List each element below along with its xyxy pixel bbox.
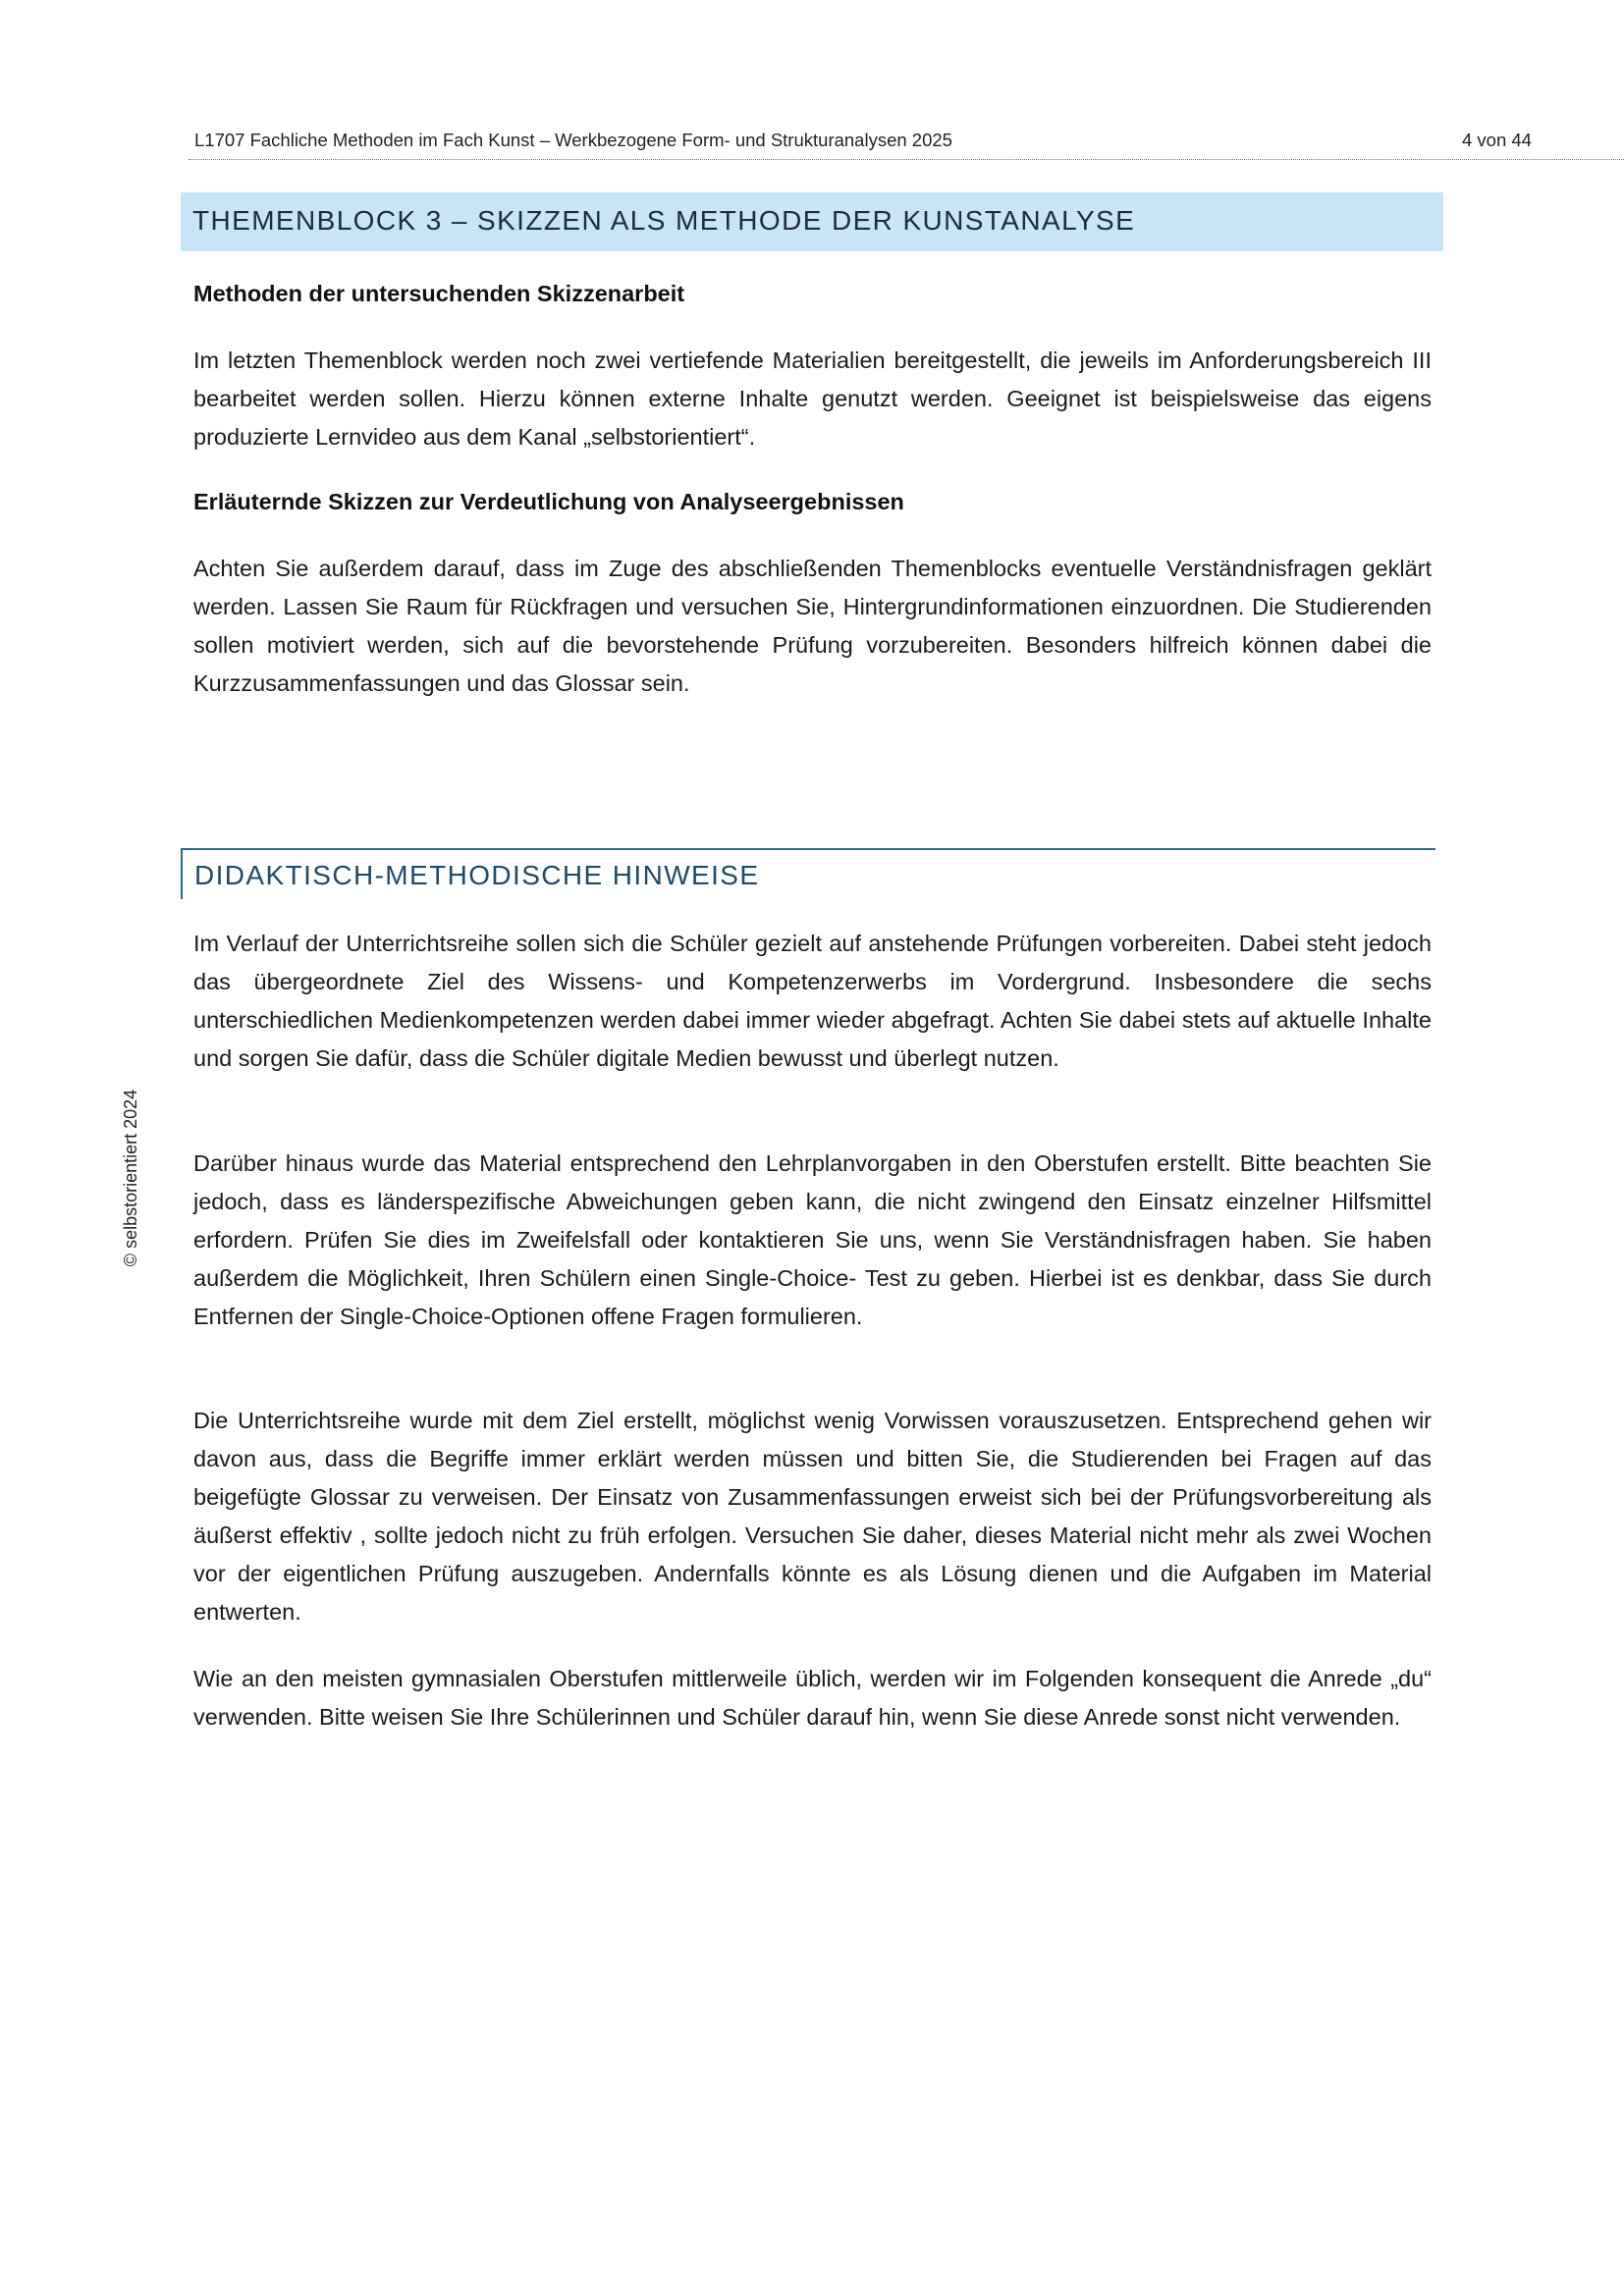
paragraph-didaktik-2: Darüber hinaus wurde das Material entsprechend den Lehrplanvorgaben in den Oberstufen erstellt. Bitte beachten Sie jedoch, dass es länderspezifische Abweichungen geben kann, die nicht zwingend den Einsatz einzelner Hilfsmittel erfordern. Prüfen Sie dies im Zweifelsfall oder kontaktieren Sie uns, wenn Sie Verständnisfragen haben. Sie haben außerdem die Möglichkeit, Ihren Schülern einen Single-Choice- Test zu geben. Hierbei ist es denkbar, dass Sie durch Entfernen der Single-Choice-Optionen offene Fragen formulieren. (193, 1150, 1432, 1329)
page-number: 4 von 44 (1462, 130, 1532, 150)
didaktik-heading-text: DIDAKTISCH-METHODISCHE HINWEISE (194, 860, 760, 890)
paragraph-themenblock-2: Achten Sie außerdem darauf, dass im Zuge des abschließenden Themenblocks eventuelle Verständnisfragen geklärt werden. Lassen Sie Raum für Rückfragen und versuchen Sie, Hintergrundinformationen einzuordnen. Die Studierenden sollen motiviert werden, sich auf die bevorstehende Prüfung vorzubereiten. Besonders hilfreich können dabei die Kurzzusammenfassungen und das Glossar sein. (193, 556, 1432, 696)
document-title: L1707 Fachliche Methoden im Fach Kunst – Werkbezogene Form- und Strukturanalysen 2025 (194, 130, 952, 150)
subheading-skizzenarbeit: Methoden der untersuchenden Skizzenarbeit (193, 281, 685, 306)
paragraph-didaktik-3: Die Unterrichtsreihe wurde mit dem Ziel erstellt, möglichst wenig Vorwissen vorauszusetzen. Entsprechend gehen wir davon aus, dass die Begriffe immer erklärt werden müssen und bitten Sie, die Studierenden bei Fragen auf das beigefügte Glossar zu verweisen. Der Einsatz von Zusammenfassungen erweist sich bei der Prüfungsvorbereitung als äußerst effektiv , sollte jedoch nicht zu früh erfolgen. Versuchen Sie daher, dieses Material nicht mehr als zwei Wochen vor der eigentlichen Prüfung auszugeben. Andernfalls könnte es als Lösung dienen und die Aufgaben im Material entwerten. (193, 1408, 1432, 1625)
didaktik-heading (181, 848, 1435, 899)
copyright-text: © selbstorientiert 2024 (121, 1089, 140, 1267)
paragraph-didaktik-4: Wie an den meisten gymnasialen Oberstufen mittlerweile üblich, werden wir im Folgenden konsequent die Anrede „du“ verwenden. Bitte weisen Sie Ihre Schülerinnen und Schüler darauf hin, wenn Sie diese Anrede sonst nicht verwenden. (193, 1666, 1432, 1730)
paragraph-didaktik-1: Im Verlauf der Unterrichtsreihe sollen sich die Schüler gezielt auf anstehende Prüfungen vorbereiten. Dabei steht jedoch das übergeordnete Ziel des Wissens- und Kompetenzerwerbs im Vordergrund. Insbesondere die sechs unterschiedlichen Medienkompetenzen werden dabei immer wieder abgefragt. Achten Sie dabei stets auf aktuelle Inhalte und sorgen Sie dafür, dass die Schüler digitale Medien bewusst und überlegt nutzen. (193, 931, 1432, 1071)
themenblock-heading (181, 192, 1443, 251)
subheading-erlaeuternde-skizzen: Erläuternde Skizzen zur Verdeutlichung von Analyseergebnissen (193, 489, 904, 514)
themenblock-heading-text: THEMENBLOCK 3 – SKIZZEN ALS METHODE DER KUNSTANALYSE (192, 205, 1136, 236)
page-header (189, 128, 1624, 160)
paragraph-themenblock-1: Im letzten Themenblock werden noch zwei vertiefende Materialien bereitgestellt, die jeweils im Anforderungsbereich III bearbeitet werden sollen. Hierzu können externe Inhalte genutzt werden. Geeignet ist beispielsweise das eigens produzierte Lernvideo aus dem Kanal „selbstorientiert“. (193, 347, 1432, 450)
